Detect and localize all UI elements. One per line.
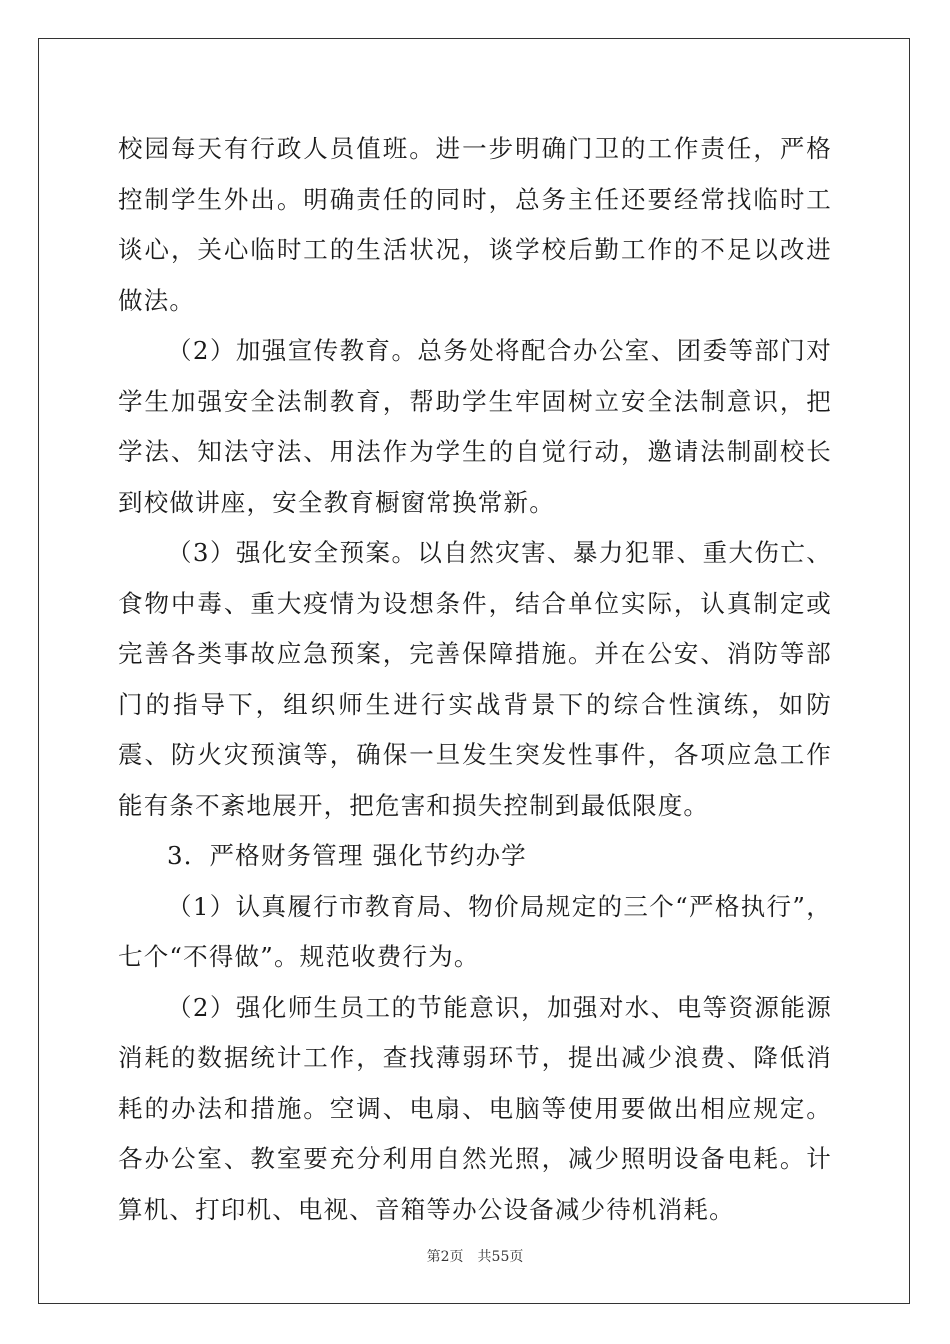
paragraph-duty-roster: 校园每天有行政人员值班。进一步明确门卫的工作责任，严格控制学生外出。明确责任的同时，总务主任还要经常找临时工谈心，关心临时工的生活状况，谈学校后勤工作的不足以改进做法。 — [118, 134, 832, 315]
page-footer — [0, 1246, 950, 1266]
page-number: 第2页 — [426, 1249, 464, 1265]
paragraph-energy-saving: （2）强化师生员工的节能意识，加强对水、电等资源能源消耗的数据统计工作，查找薄弱环节，提出减少浪费、降低消耗的办法和措施。空调、电扇、电脑等使用要做出相应规定。各办公室、教室要充分利用自然光照，减少照明设备电耗。计算机、打印机、电视、音箱等办公设备减少待机消耗。 — [118, 992, 832, 1224]
paragraph-fee-rules: （1）认真履行市教育局、物价局规定的三个“严格执行”，七个“不得做”。规范收费行为。 — [118, 891, 832, 971]
page-total: 共55页 — [477, 1249, 524, 1265]
paragraph-publicity-education: （2）加强宣传教育。总务处将配合办公室、团委等部门对学生加强安全法制教育，帮助学生牢固树立安全法制意识，把学法、知法守法、用法作为学生的自觉行动，邀请法制副校长到校做讲座，安全教育橱窗常换常新。 — [118, 336, 832, 517]
paragraph-safety-plan: （3）强化安全预案。以自然灾害、暴力犯罪、重大伤亡、食物中毒、重大疫情为设想条件，结合单位实际，认真制定或完善各类事故应急预案，完善保障措施。并在公安、消防等部门的指导下，组织师生进行实战背景下的综合性演练，如防震、防火灾预演等，确保一旦发生突发性事件，各项应急工作能有条不紊地展开，把危害和损失控制到最低限度。 — [118, 538, 832, 820]
document-body — [118, 124, 832, 1235]
section-heading-finance: 3．严格财务管理 强化节约办学 — [167, 841, 527, 870]
